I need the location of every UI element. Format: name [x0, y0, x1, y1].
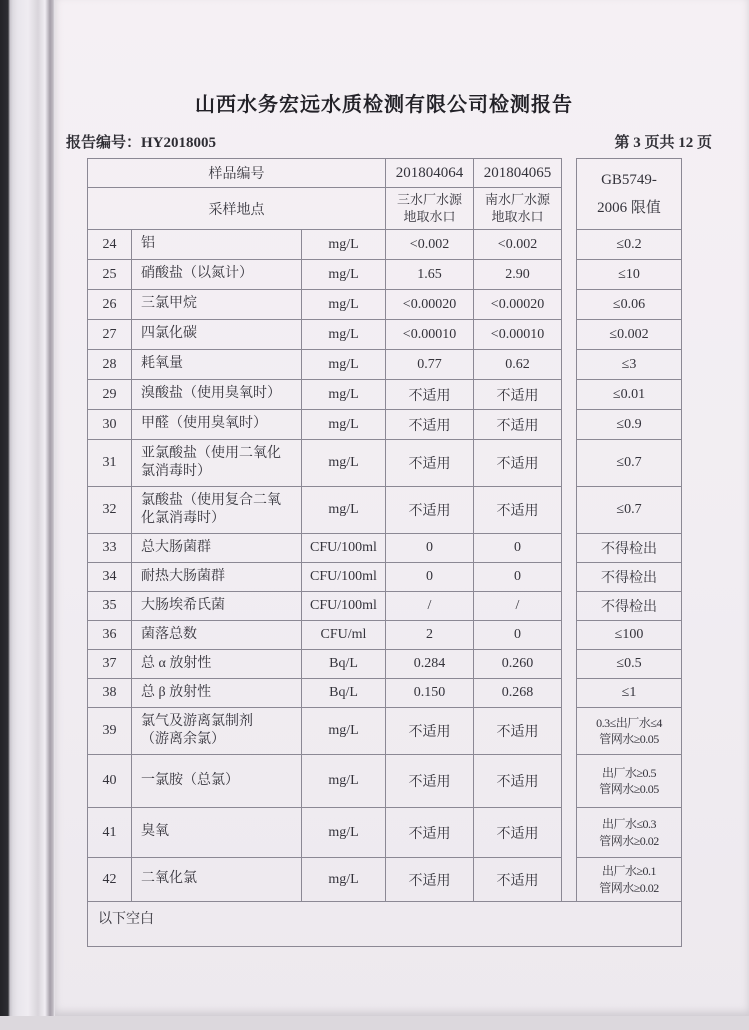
sample2-site: [474, 188, 562, 230]
unit: Bq/L: [302, 679, 386, 708]
table-row: [88, 290, 682, 320]
unit: CFU/100ml: [302, 592, 386, 621]
report-page: [55, 0, 749, 1016]
unit: CFU/100ml: [302, 534, 386, 563]
parameter-name-line: 化氯消毒时）: [141, 511, 225, 526]
parameter-name-line: 总大肠菌群: [141, 539, 211, 555]
limit-line: ≤0.002: [609, 326, 649, 342]
blank-footer-row: [88, 902, 682, 947]
limit-line: 管网水≥0.05: [599, 732, 659, 746]
limit-line: 不得检出: [601, 600, 657, 615]
sample1-value: /: [386, 592, 474, 621]
column-gap: [562, 650, 577, 679]
sample2-value: 0.260: [474, 650, 562, 679]
report-title: 山西水务宏远水质检测有限公司检测报告: [195, 92, 573, 116]
parameter-name-line: 甲醛（使用臭氧时）: [141, 416, 267, 432]
sample1-value: 0.284: [386, 650, 474, 679]
parameter-name: [132, 755, 302, 808]
sample1-id: 201804064: [386, 159, 474, 188]
unit: CFU/100ml: [302, 563, 386, 592]
parameter-name: [132, 650, 302, 679]
limit-value: [577, 679, 682, 708]
sample2-value: 不适用: [474, 440, 562, 487]
parameter-name-line: 溴酸盐（使用臭氧时）: [141, 386, 281, 402]
row-number: 36: [88, 621, 132, 650]
parameter-name-line: 菌落总数: [141, 626, 197, 642]
unit: Bq/L: [302, 650, 386, 679]
limit-value: [577, 230, 682, 260]
limit-value: [577, 858, 682, 902]
row-number: 32: [88, 487, 132, 534]
parameter-name: [132, 563, 302, 592]
column-gap: [562, 320, 577, 350]
sample1-value: 不适用: [386, 487, 474, 534]
column-gap: [562, 592, 577, 621]
limit-line: 出厂水≥0.5: [601, 765, 657, 780]
limit-value: [577, 563, 682, 592]
row-number: 35: [88, 592, 132, 621]
sample1-value: 0.77: [386, 350, 474, 380]
column-gap: [562, 858, 577, 902]
sample2-value: 0.62: [474, 350, 562, 380]
parameter-name: [132, 621, 302, 650]
limit-value: [577, 592, 682, 621]
parameter-name-line: 一氯胺（总氯）: [141, 772, 239, 788]
column-gap: [562, 487, 577, 534]
limit-value: [577, 410, 682, 440]
table-row: [88, 621, 682, 650]
row-number: 42: [88, 858, 132, 902]
limit-line: ≤1: [621, 685, 637, 700]
unit: CFU/ml: [302, 621, 386, 650]
limit-value: [577, 487, 682, 534]
column-gap: [562, 534, 577, 563]
unit: mg/L: [302, 440, 386, 487]
sample1-value: 2: [386, 621, 474, 650]
limit-value: [577, 290, 682, 320]
parameter-name-line: 氯气及游离氯制剂: [141, 713, 253, 729]
column-gap: [562, 755, 577, 808]
unit: mg/L: [302, 290, 386, 320]
column-gap: [562, 350, 577, 380]
parameter-name: [132, 440, 302, 487]
limit-line: ≤0.7: [616, 502, 642, 517]
sample2-value: <0.002: [474, 230, 562, 260]
sample2-id: 201804065: [474, 159, 562, 188]
limit-line: ≤0.01: [612, 386, 646, 402]
limit-value: [577, 650, 682, 679]
sample1-value: 不适用: [386, 440, 474, 487]
sample1-value: <0.002: [386, 230, 474, 260]
row-number: 40: [88, 755, 132, 808]
blank-note: 以下空白: [88, 902, 682, 947]
report-number: 报告编号：HY2018005: [66, 135, 217, 151]
unit: mg/L: [302, 230, 386, 260]
parameter-name-line: 总 α 放射性: [141, 655, 212, 671]
sample2-value: <0.00010: [474, 320, 562, 350]
table-row: [88, 592, 682, 621]
unit: mg/L: [302, 260, 386, 290]
limit-column-header: [577, 159, 682, 230]
limit-value: [577, 621, 682, 650]
parameter-name-line: 耗氧量: [141, 356, 183, 372]
parameter-name-line: （游离余氯）: [141, 732, 225, 747]
sample2-value: 0: [474, 534, 562, 563]
sample-id-label: 样品编号: [88, 159, 386, 188]
column-gap: [562, 159, 577, 230]
row-number: 27: [88, 320, 132, 350]
sample1-value: 不适用: [386, 858, 474, 902]
unit: mg/L: [302, 410, 386, 440]
column-gap: [562, 679, 577, 708]
sample1-value: 不适用: [386, 755, 474, 808]
sample2-value: 不适用: [474, 380, 562, 410]
limit-header-line2: 2006 限值: [597, 200, 661, 216]
row-number: 39: [88, 708, 132, 755]
parameter-name: [132, 350, 302, 380]
limit-value: [577, 260, 682, 290]
table-row: [88, 708, 682, 755]
table-row: [88, 260, 682, 290]
limit-line: ≤0.2: [616, 236, 642, 252]
limit-value: [577, 380, 682, 410]
table-row: [88, 808, 682, 858]
sample2-value: 不适用: [474, 708, 562, 755]
parameter-name-line: 耐热大肠菌群: [141, 568, 225, 584]
unit: mg/L: [302, 858, 386, 902]
table-row: [88, 320, 682, 350]
limit-line: 管网水≥0.02: [599, 880, 659, 895]
row-number: 33: [88, 534, 132, 563]
limit-line: ≤3: [621, 356, 637, 372]
sample1-value: 1.65: [386, 260, 474, 290]
sample1-value: 不适用: [386, 708, 474, 755]
table-row: [88, 487, 682, 534]
site-label: 采样地点: [88, 188, 386, 230]
table-row: [88, 440, 682, 487]
sample2-value: 不适用: [474, 755, 562, 808]
site2-line1: 南水厂水源: [484, 191, 550, 207]
limit-line: ≤0.7: [616, 455, 642, 470]
parameter-name: [132, 260, 302, 290]
parameter-name: [132, 708, 302, 755]
row-number: 38: [88, 679, 132, 708]
parameter-name: [132, 534, 302, 563]
row-number: 30: [88, 410, 132, 440]
row-number: 41: [88, 808, 132, 858]
unit: mg/L: [302, 755, 386, 808]
limit-value: [577, 350, 682, 380]
table-row: [88, 410, 682, 440]
parameter-name: [132, 679, 302, 708]
table-row: [88, 755, 682, 808]
table-row: [88, 230, 682, 260]
site1-line2: 地取水口: [403, 208, 456, 224]
row-number: 29: [88, 380, 132, 410]
unit: mg/L: [302, 708, 386, 755]
row-number: 24: [88, 230, 132, 260]
parameter-name-line: 亚氯酸盐（使用二氧化: [141, 445, 281, 461]
header-row-sample-id: [88, 159, 682, 188]
parameter-name: [132, 320, 302, 350]
parameter-name: [132, 808, 302, 858]
parameter-name: [132, 380, 302, 410]
column-gap: [562, 230, 577, 260]
sample1-value: 不适用: [386, 380, 474, 410]
page-indicator: 第 3 页共 12 页: [614, 135, 712, 151]
limit-line: 管网水≥0.05: [599, 782, 659, 796]
sample2-value: 不适用: [474, 487, 562, 534]
parameter-name: [132, 592, 302, 621]
table-row: [88, 563, 682, 592]
parameter-name-line: 三氯甲烷: [141, 296, 197, 312]
table-row: [88, 679, 682, 708]
sample1-value: 不适用: [386, 410, 474, 440]
column-gap: [562, 440, 577, 487]
sample1-value: 不适用: [386, 808, 474, 858]
unit: mg/L: [302, 350, 386, 380]
row-number: 31: [88, 440, 132, 487]
unit: mg/L: [302, 320, 386, 350]
test-results-table: [87, 158, 682, 947]
parameter-name-line: 大肠埃希氏菌: [141, 597, 225, 613]
parameter-name: [132, 290, 302, 320]
sample1-value: 0: [386, 534, 474, 563]
limit-value: [577, 534, 682, 563]
limit-line: ≤0.9: [616, 416, 642, 432]
limit-line: 管网水≥0.02: [599, 833, 659, 848]
sample2-value: 不适用: [474, 410, 562, 440]
report-meta-row: [66, 131, 712, 152]
parameter-name: [132, 230, 302, 260]
column-gap: [562, 621, 577, 650]
column-gap: [562, 260, 577, 290]
table-row: [88, 858, 682, 902]
column-gap: [562, 290, 577, 320]
limit-line: 出厂水≤0.3: [601, 817, 657, 832]
parameter-name-line: 氯酸盐（使用复合二氧: [141, 492, 281, 508]
limit-line: 不得检出: [601, 571, 657, 586]
limit-line: 不得检出: [601, 542, 657, 557]
limit-line: ≤100: [614, 627, 644, 642]
column-gap: [562, 563, 577, 592]
row-number: 37: [88, 650, 132, 679]
column-gap: [562, 808, 577, 858]
column-gap: [562, 380, 577, 410]
limit-value: [577, 755, 682, 808]
parameter-name-line: 硝酸盐（以氮计）: [141, 266, 253, 282]
sample1-value: 0.150: [386, 679, 474, 708]
row-number: 34: [88, 563, 132, 592]
sample2-value: 0: [474, 621, 562, 650]
parameter-name-line: 铝: [141, 236, 155, 252]
unit: mg/L: [302, 380, 386, 410]
parameter-name: [132, 487, 302, 534]
parameter-name: [132, 410, 302, 440]
sample2-value: 0.268: [474, 679, 562, 708]
unit: mg/L: [302, 487, 386, 534]
limit-value: [577, 440, 682, 487]
column-gap: [562, 708, 577, 755]
sample2-value: 不适用: [474, 858, 562, 902]
parameter-name-line: 臭氧: [141, 824, 169, 840]
parameter-name-line: 氯消毒时）: [141, 464, 211, 479]
sample1-site: [386, 188, 474, 230]
limit-line: 出厂水≥0.1: [601, 864, 657, 879]
limit-line: ≤0.06: [612, 296, 646, 312]
limit-value: [577, 808, 682, 858]
limit-value: [577, 320, 682, 350]
sample2-value: /: [474, 592, 562, 621]
sample2-value: 不适用: [474, 808, 562, 858]
row-number: 25: [88, 260, 132, 290]
unit: mg/L: [302, 808, 386, 858]
limit-header-line1: GB5749-: [601, 171, 657, 188]
limit-value: [577, 708, 682, 755]
limit-line: ≤0.5: [616, 656, 642, 671]
table-row: [88, 350, 682, 380]
row-number: 28: [88, 350, 132, 380]
limit-line: 0.3≤出厂水≤4: [596, 715, 662, 730]
parameter-name-line: 四氯化碳: [141, 326, 197, 342]
site2-line2: 地取水口: [491, 208, 544, 224]
sample1-value: 0: [386, 563, 474, 592]
book-binding-edge: [0, 0, 55, 1016]
parameter-name-line: 二氧化氯: [141, 871, 197, 887]
parameter-name-line: 总 β 放射性: [141, 684, 212, 700]
site1-line1: 三水厂水源: [396, 191, 462, 207]
sample1-value: <0.00020: [386, 290, 474, 320]
limit-line: ≤10: [618, 266, 640, 282]
table-row: [88, 650, 682, 679]
table-row: [88, 380, 682, 410]
sample2-value: <0.00020: [474, 290, 562, 320]
sample2-value: 0: [474, 563, 562, 592]
sample1-value: <0.00010: [386, 320, 474, 350]
parameter-name: [132, 858, 302, 902]
column-gap: [562, 410, 577, 440]
sample2-value: 2.90: [474, 260, 562, 290]
row-number: 26: [88, 290, 132, 320]
table-row: [88, 534, 682, 563]
